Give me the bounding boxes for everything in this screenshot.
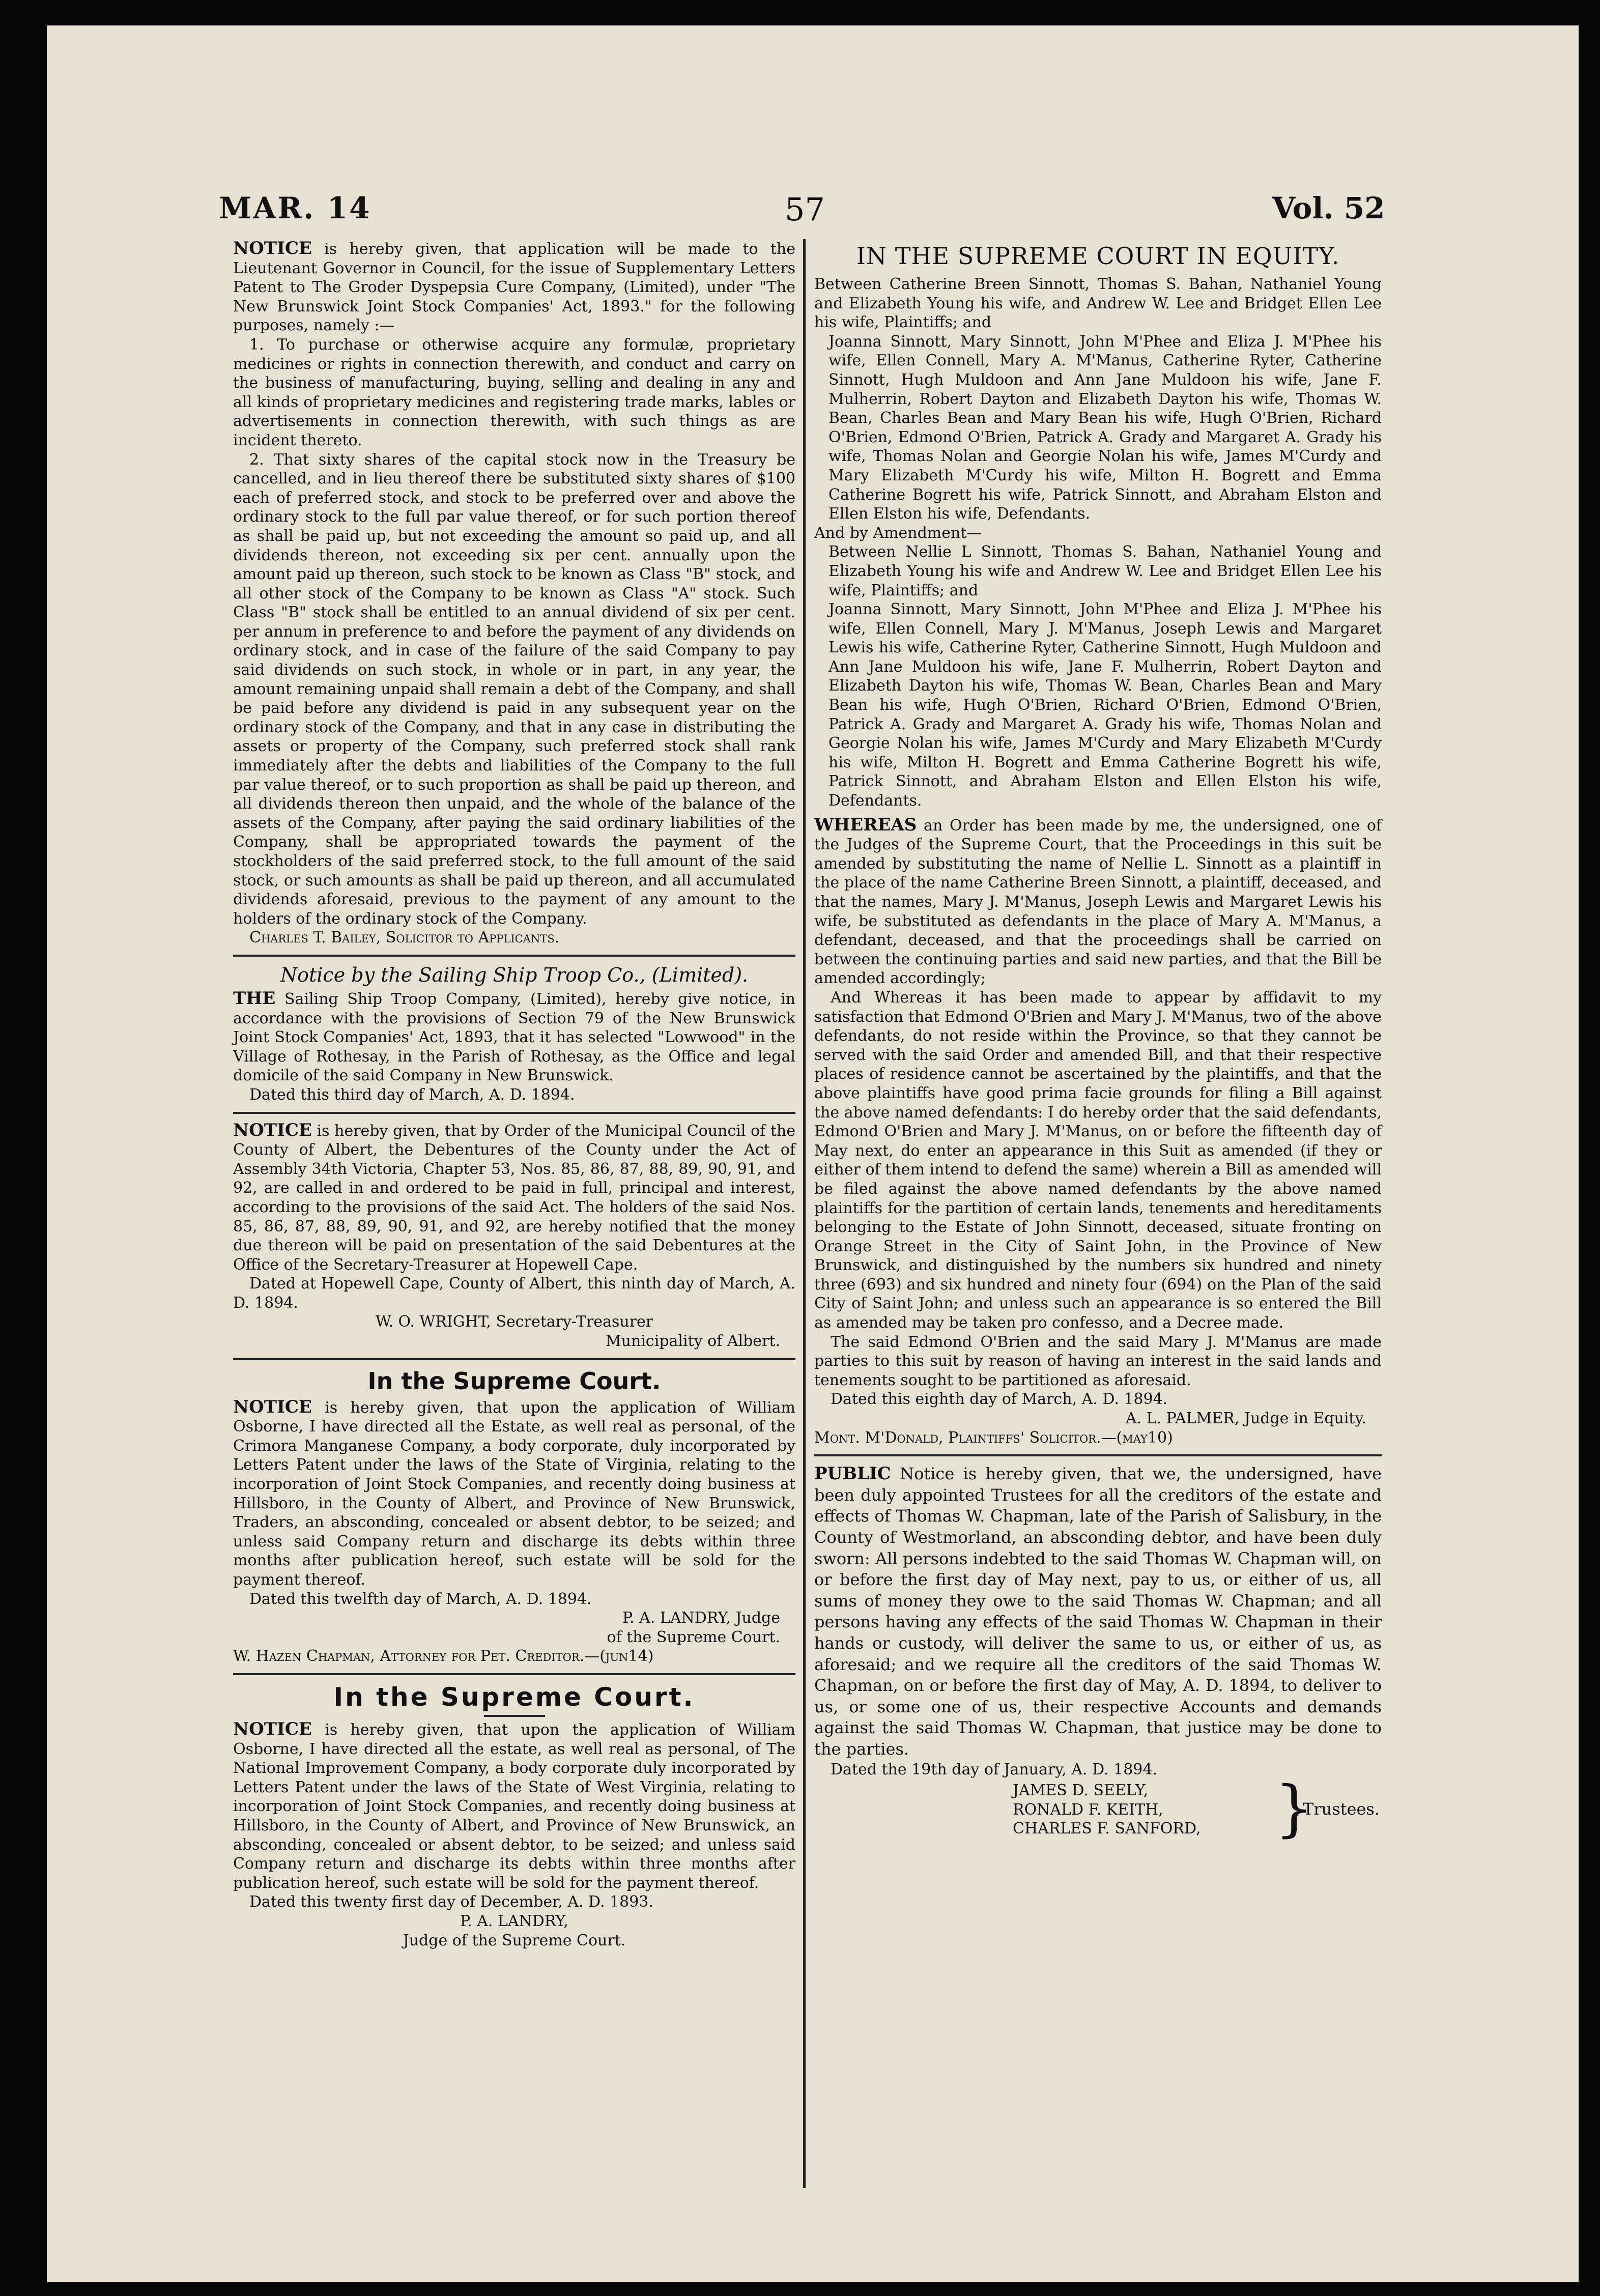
notice-item-2: 2. That sixty shares of the capital stock now in the Treasury be cancelled, and in lieu thereof there be substituted sixty shares of $100 each of preferred stock, and stock to be preferred over and above the ordinary stock to the full par value thereof, or for such portion thereof as shall be paid up, but not exceeding the amount so paid up, and all dividends thereon, not exceeding six per cent. annually upon the amount paid up thereon, such stock to be known as Class "B" stock, and all other stock of the Company to be known as Class "A" stock. Such Class "B" stock shall be entitled to an annual dividend of six per cent. per annum in preference to and before the payment of any dividends on ordinary stock, and in case of the failure of the said Company to pay said dividends on such stock, in whole or in part, in any year, the amount remaining unpaid shall remain a debt of the Company, and shall be paid before any dividend is paid in any subsequent year on the ordinary stock of the Company, and that in any case in distributing the assets or property of the Company, such preferred stock shall rank immediately after the debts and liabilities of the Company to the full par value thereof, or to such proportion as shall be paid up thereon, and all dividends thereon then unpaid, and the whole of the balance of the assets of the Company, after paying the said ordinary liabilities of the Company, shall be appropriated towards the payment of the stockholders of the said preferred stock, to the full amount of the said stock, or such amounts as shall be paid up thereon, and all accumulated dividends aforesaid, previous to the payment of any amount to the holders of the ordinary stock of the Company. [233,450,795,928]
notice-lead: PUBLIC [814,1463,891,1484]
brace-glyph: } [1275,1773,1314,1845]
notice-dated: Dated the 19th day of January, A. D. 1894. [831,1760,1158,1778]
section-rule [233,1673,795,1675]
section-rule [233,1358,795,1360]
section-rule [814,1454,1382,1456]
notice-title: In the Supreme Court. [333,1682,695,1712]
equity-between-2: Between Nellie L Sinnott, Thomas S. Bahan, Nathaniel Young and Elizabeth Young his wife and Andrew W. Lee and Bridget Ellen Lee his wife, Plaintiffs; and [828,543,1382,599]
judge-signature: A. L. PALMER, Judge in Equity. [1125,1410,1366,1428]
signature-line-2: Municipality of Albert. [605,1332,780,1351]
notice-body: is hereby given, that upon the application of William Osborne, I have directed all the estate, as well real as personal, of The National Improvement Company, a body corporate duly incorporated by Letters Patent under the laws of the State of West Virginia, relating to incorporation of Joint Stock Companies, and recently doing business at Hillsboro, in the County of Albert, and Province of New Brunswick, an absconding, concealed or absent debtor, to be seized; and unless said Company return and discharge its debts within three months after publication hereof, such estate will be sold for the payment thereof. [233,1720,795,1892]
right-column [814,239,1382,1845]
notice-lead: NOTICE [233,238,312,259]
notice-sailing-ship [233,964,795,1105]
notice-lead: NOTICE [233,1718,312,1739]
section-rule [233,1112,795,1114]
notice-item-1: 1. To purchase or otherwise acquire any formulæ, proprietary medicines or rights in connection therewith, and conduct and carry on the business of manufacturing, buying, selling and dealing in any and all kinds of proprietary medicines and registering trade marks, lables or advertisements in connection therewith, with such things as are incident thereto. [233,335,795,449]
issue-date: MAR. 14 [219,191,372,225]
left-column [233,239,795,1950]
signature-line-2: Judge of the Supreme Court. [403,1931,626,1949]
notice-supreme-court-1 [233,1367,795,1666]
equity-defendants-2: Joanna Sinnott, Mary Sinnott, John M'Phee and Eliza J. M'Phee his wife, Ellen Connell, Mary J. M'Manus, Joseph Lewis and Margaret Lewis his wife, Catherine Ryter, Catherine Sinnott, Hugh Muldoon and Ann Jane Muldoon his wife, Jane F. Mulherrin, Robert Dayton and Elizabeth Dayton his wife, Thomas W. Bean, Charles Bean and Mary Bean his wife, Hugh O'Brien, Richard O'Brien, Edmond O'Brien, Patrick A. Grady and Margaret A. Grady his wife, Thomas Nolan and Georgie Nolan his wife, James M'Curdy and Mary Elizabeth M'Curdy his wife, Milton H. Bogrett and Emma Catherine Bogrett his wife, Patrick Sinnott, and Abraham Elston and Ellen Elston his wife, Defendants. [828,600,1382,810]
volume-number: Vol. 52 [1272,191,1385,225]
column-divider [803,239,806,2188]
page-number: 57 [785,191,825,228]
equity-paragraph-3: The said Edmond O'Brien and the said Mary J. M'Manus are made parties to this suit by reason of having an interest in the said lands and tenements sought to be partitioned as aforesaid. [814,1333,1382,1389]
equity-whereas: an Order has been made by me, the undersigned, one of the Judges of the Supreme Court, that the Proceedings in this suit be amended by substituting the name of Nellie L. Sinnott as a plaintiff in the place of the name Catherine Breen Sinnott, a plaintiff, deceased, and that the names, Mary J. M'Manus, Joseph Lewis and Margaret Lewis his wife, be substituted as defendants in the place of Mary A. M'Manus, a defendant, deceased, and that the proceedings shall be carried on between the continuing parties and said new parties, and that the Bill be amended accordingly; [814,816,1382,988]
equity-amendment: And by Amendment— [814,524,982,542]
notice-lead: THE [233,988,276,1009]
title-underline [484,1715,545,1717]
equity-paragraph-2: And Whereas it has been made to appear by affidavit to my satisfaction that Edmond O'Brien and Mary J. M'Manus, two of the above defendants, do not reside within the Province, so that they cannot be served with the said Order and amended Bill, and that their respective places of residence cannot be ascertained by the plaintiffs, and that the above plaintiffs have good prima facie grounds for filing a Bill against the above named defendants: I do hereby order that the said defendants, Edmond O'Brien and Mary J. M'Manus, on or before the fifteenth day of May next, do enter an appearance in this Suit as amended (if they or either of them intend to defend the same) wherein a Bill as amended will be filed against the above named defendants by the above named plaintiffs for the partition of certain lands, tenements and hereditaments belonging to the Estate of John Sinnott, deceased, situate fronting on Orange Street in the City of Saint John, in the Province of New Brunswick, and distinguished by the numbers six hundred and ninety three (693) and six hundred and ninety four (694) on the Plan of the said City of Saint John; and unless such an appearance is so entered the Bill as amended may be taken pro confesso, and a Decree made. [814,988,1382,1332]
signature-line-1: P. A. LANDRY, [460,1912,568,1930]
solicitor-line: Mont. M'Donald, Plaintiffs' Solicitor.—(may10) [814,1428,1173,1447]
notice-supreme-court-2 [233,1682,795,1950]
notice-title: Notice by the Sailing Ship Troop Co., (Limited). [280,963,749,986]
trustee-name: JAMES D. SEELY, [1013,1782,1149,1800]
notice-intro: is hereby given, that application will be made to the Lieutenant Governor in Council, for the issue of Supplementary Letters Patent to The Groder Dyspepsia Cure Company, (Limited), under "The New Brunswick Joint Stock Companies' Act, 1893." for the following purposes, namely :— [233,240,795,335]
section-rule [233,955,795,957]
attorney-line: W. Hazen Chapman, Attorney for Pet. Creditor.—(jun14) [233,1647,654,1666]
signature-line-1: W. O. WRIGHT, Secretary-Treasurer [375,1313,653,1331]
signature-line-1: P. A. LANDRY, Judge [622,1609,780,1627]
notice-dated: Dated this eighth day of March, A. D. 1894. [831,1390,1168,1409]
notice-title: IN THE SUPREME COURT IN EQUITY. [856,242,1340,270]
trustee-name: CHARLES F. SANFORD, [1013,1820,1201,1838]
notice-body: Sailing Ship Troop Company, (Limited), hereby give notice, in accordance with the provisions of Section 79 of the New Brunswick Joint Stock Companies' Act, 1893, that it has selected "Lowwood" in the Village of Rothesay, in the Parish of Rothesay, as the Office and legal domicile of the said Company in New Brunswick. [233,990,795,1085]
notice-trustees [814,1463,1382,1845]
notice-dated: Dated this third day of March, A. D. 1894. [249,1085,575,1104]
notice-equity [814,242,1382,1447]
notice-signature: Charles T. Bailey, Solicitor to Applicants. [249,929,560,947]
notice-body: is hereby given, that by Order of the Municipal Council of the County of Albert, the Debentures of the County under the Act of Assembly 34th Victoria, Chapter 53, Nos. 85, 86, 87, 88, 89, 90, 91, and 92, are called in and ordered to be paid in full, principal and interest, according to the provisions of the said Act. The holders of the said Nos. 85, 86, 87, 88, 89, 90, 91, and 92, are hereby notified that the money due thereon will be paid on presentation of the said Debentures at the Office of the Secretary-Treasurer at Hopewell Cape. [233,1122,795,1274]
equity-between-1: Between Catherine Breen Sinnott, Thomas S. Bahan, Nathaniel Young and Elizabeth Young his wife, and Andrew W. Lee and Bridget Ellen Lee his wife, Plaintiffs; and [814,275,1382,332]
trustee-name: RONALD F. KEITH, [1013,1800,1163,1819]
signature-line-2: of the Supreme Court. [607,1628,780,1646]
notice-dated: Dated this twenty first day of December, A. D. 1893. [249,1893,653,1911]
notice-municipal [233,1121,795,1351]
notice-dated: Dated at Hopewell Cape, County of Albert, this ninth day of March, A. D. 1894. [233,1275,795,1312]
notice-lead: WHEREAS [814,814,917,835]
notice-dated: Dated this twelfth day of March, A. D. 1894. [249,1590,592,1608]
equity-defendants-1: Joanna Sinnott, Mary Sinnott, John M'Phee and Eliza J. M'Phee his wife, Ellen Connell, Mary A. M'Manus, Catherine Ryter, Catherine Sinnott, Hugh Muldoon and Ann Jane Muldoon his wife, Jane F. Mulherrin, Robert Dayton and Elizabeth Dayton his wife, Thomas W. Bean, Charles Bean and Mary Bean his wife, Hugh O'Brien, Richard O'Brien, Edmond O'Brien, Patrick A. Grady and Margaret A. Grady his wife, Thomas Nolan and Georgie Nolan his wife, James M'Curdy and Mary Elizabeth M'Curdy his wife, Milton H. Bogrett and Emma Catherine Bogrett his wife, Patrick Sinnott, and Abraham Elston and Ellen Elston his wife, Defendants. [828,332,1382,523]
notice-title: In the Supreme Court. [367,1367,661,1395]
notice-lead: NOTICE [233,1396,312,1417]
notice-lead: NOTICE [233,1120,312,1140]
notice-body: Notice is hereby given, that we, the undersigned, have been duly appointed Trustees for all the creditors of the estate and effects of Thomas W. Chapman, late of the Parish of Salisbury, in the County of Westmorland, an absconding debtor, and have been duly sworn: All persons indebted to the said Thomas W. Chapman will, on or before the first day of May next, pay to us, or either of us, all sums of money they owe to the said Thomas W. Chapman; and all persons having any effects of the said Thomas W. Chapman in their hands or custody, will deliver the same to us, or either of us, as aforesaid; and we require all the creditors of the said Thomas W. Chapman, on or before the first day of May, A. D. 1894, to deliver to us, or some one of us, their respective Accounts and demands against the said Thomas W. Chapman, that justice may be done to the parties. [814,1464,1382,1759]
trustees-label: Trustees. [1303,1799,1380,1819]
trustee-signatures [814,1773,1382,1845]
notice-groder [233,239,795,948]
notice-body: is hereby given, that upon the application of William Osborne, I have directed all the Estate, as well real as personal, of the Crimora Manganese Company, a body corporate, duly incorporated by Letters Patent under the laws of the State of Virginia, relating to the incorporation of Joint Stock Companies, and recently doing business at Hillsboro, in the County of Albert, and Province of New Brunswick, Traders, an absconding, concealed or absent debtor, to be seized; and unless said Company return and discharge its debts within three months after publication hereof, such estate will be sold for the payment thereof. [233,1398,795,1589]
